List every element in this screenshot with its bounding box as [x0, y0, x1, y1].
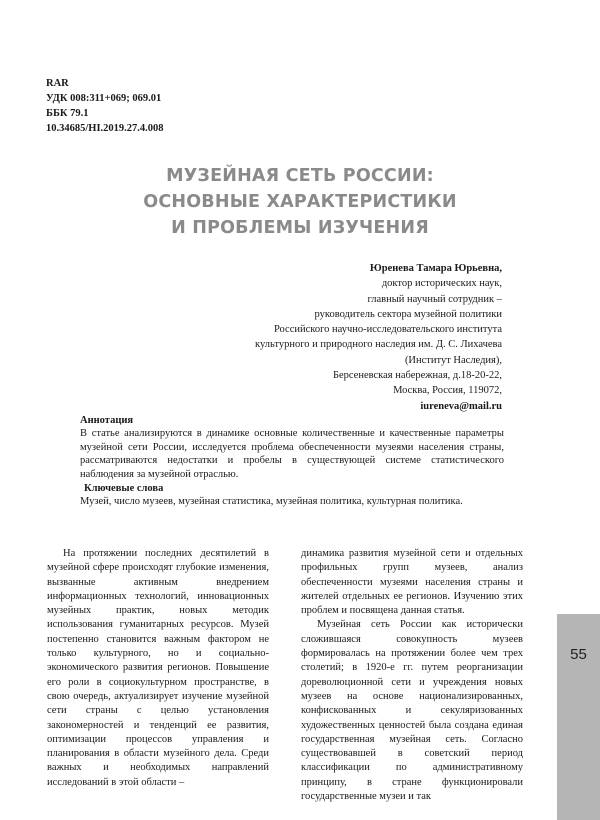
page-number: 55 — [570, 646, 587, 663]
code-rar: RAR — [46, 78, 69, 89]
body-column-right — [301, 547, 523, 804]
keywords-text: Музей, число музеев, музейная статистика, музейная политика, культурная политика. — [80, 496, 463, 508]
body-paragraph: Музейная сеть России как исторически сложившаяся совокупность музеев формировалась на протяжении более чем трех столетий; в 1920-е гг. путем реорганизации дореволюционной сети и учреждения новых музеев на основе национализированных, конфискованных и секуляризованных художественных ценностей была создана единая государственная музейная сеть. Согласно существовавшей в советский период классификации по административному принципу, в стране функционировали государственные музеи и так — [301, 619, 523, 803]
author-block — [255, 261, 502, 414]
title-line-1: МУЗЕЙНАЯ СЕТЬ РОССИИ: — [166, 166, 434, 186]
code-doi: 10.34685/HI.2019.27.4.008 — [46, 123, 164, 134]
author-name: Юренева Тамара Юрьевна, — [369, 263, 502, 274]
article-title — [0, 163, 600, 241]
body-paragraph: На протяжении последних десятилетий в музейной сфере происходят глубокие изменения, вызванные активным внедрением информационных технологий, инновационных музейных практик, новых методик использования гуманитарных ресурсов. Музей постепенно становится важным фактором не только культурного, но и социально-экономического развития регионов. Повышение его роли в социокультурном пространстве, в свою очередь, актуализирует изучение музейной сети страны с целью установления закономерностей и тенденций ее развития, оптимизации процессов управления и планирования в области музейного дела. Среди важных и необходимых направлений исследований в этой области – — [47, 548, 269, 788]
abstract-block — [80, 414, 504, 509]
body-paragraph: динамика развития музейной сети и отдельных профильных групп музеев, анализ обеспеченности музеями населения страны и жителей отдельных ее регионов. Изучению этих проблем и посвящена данная статья. — [301, 548, 523, 617]
author-line: Российского научно-исследовательского института — [273, 324, 502, 336]
author-line: культурного и природного наследия им. Д. С. Лихачева — [255, 339, 502, 351]
title-line-3: И ПРОБЛЕМЫ ИЗУЧЕНИЯ — [171, 218, 429, 238]
title-line-2: ОСНОВНЫЕ ХАРАКТЕРИСТИКИ — [143, 192, 457, 212]
bibliographic-codes — [46, 76, 164, 136]
author-email[interactable]: iureneva@mail.ru — [420, 400, 502, 412]
code-udk: УДК 008:311+069; 069.01 — [46, 93, 162, 104]
author-line: главный научный сотрудник – — [367, 293, 502, 305]
author-line: Берсеневская набережная, д.18-20-22, — [332, 370, 502, 382]
abstract-text: В статье анализируются в динамике основные количественные и качественные параметры музейной сети России, исследуется проблема обеспеченности музеями населения страны, рассматриваются недостатки и пробелы в существующей системе статистического наблюдения за музейной отраслью. — [80, 428, 504, 480]
author-line: доктор исторических наук, — [381, 278, 502, 290]
author-line: (Институт Наследия), — [404, 354, 502, 366]
body-column-left — [47, 547, 269, 790]
author-line: Москва, Россия, 119072, — [393, 385, 502, 397]
code-bbk: ББК 79.1 — [46, 108, 89, 119]
author-line: руководитель сектора музейной политики — [314, 308, 502, 320]
page-edge-tab — [557, 614, 600, 820]
keywords-heading: Ключевые слова — [84, 483, 164, 495]
abstract-heading: Аннотация — [80, 415, 134, 426]
